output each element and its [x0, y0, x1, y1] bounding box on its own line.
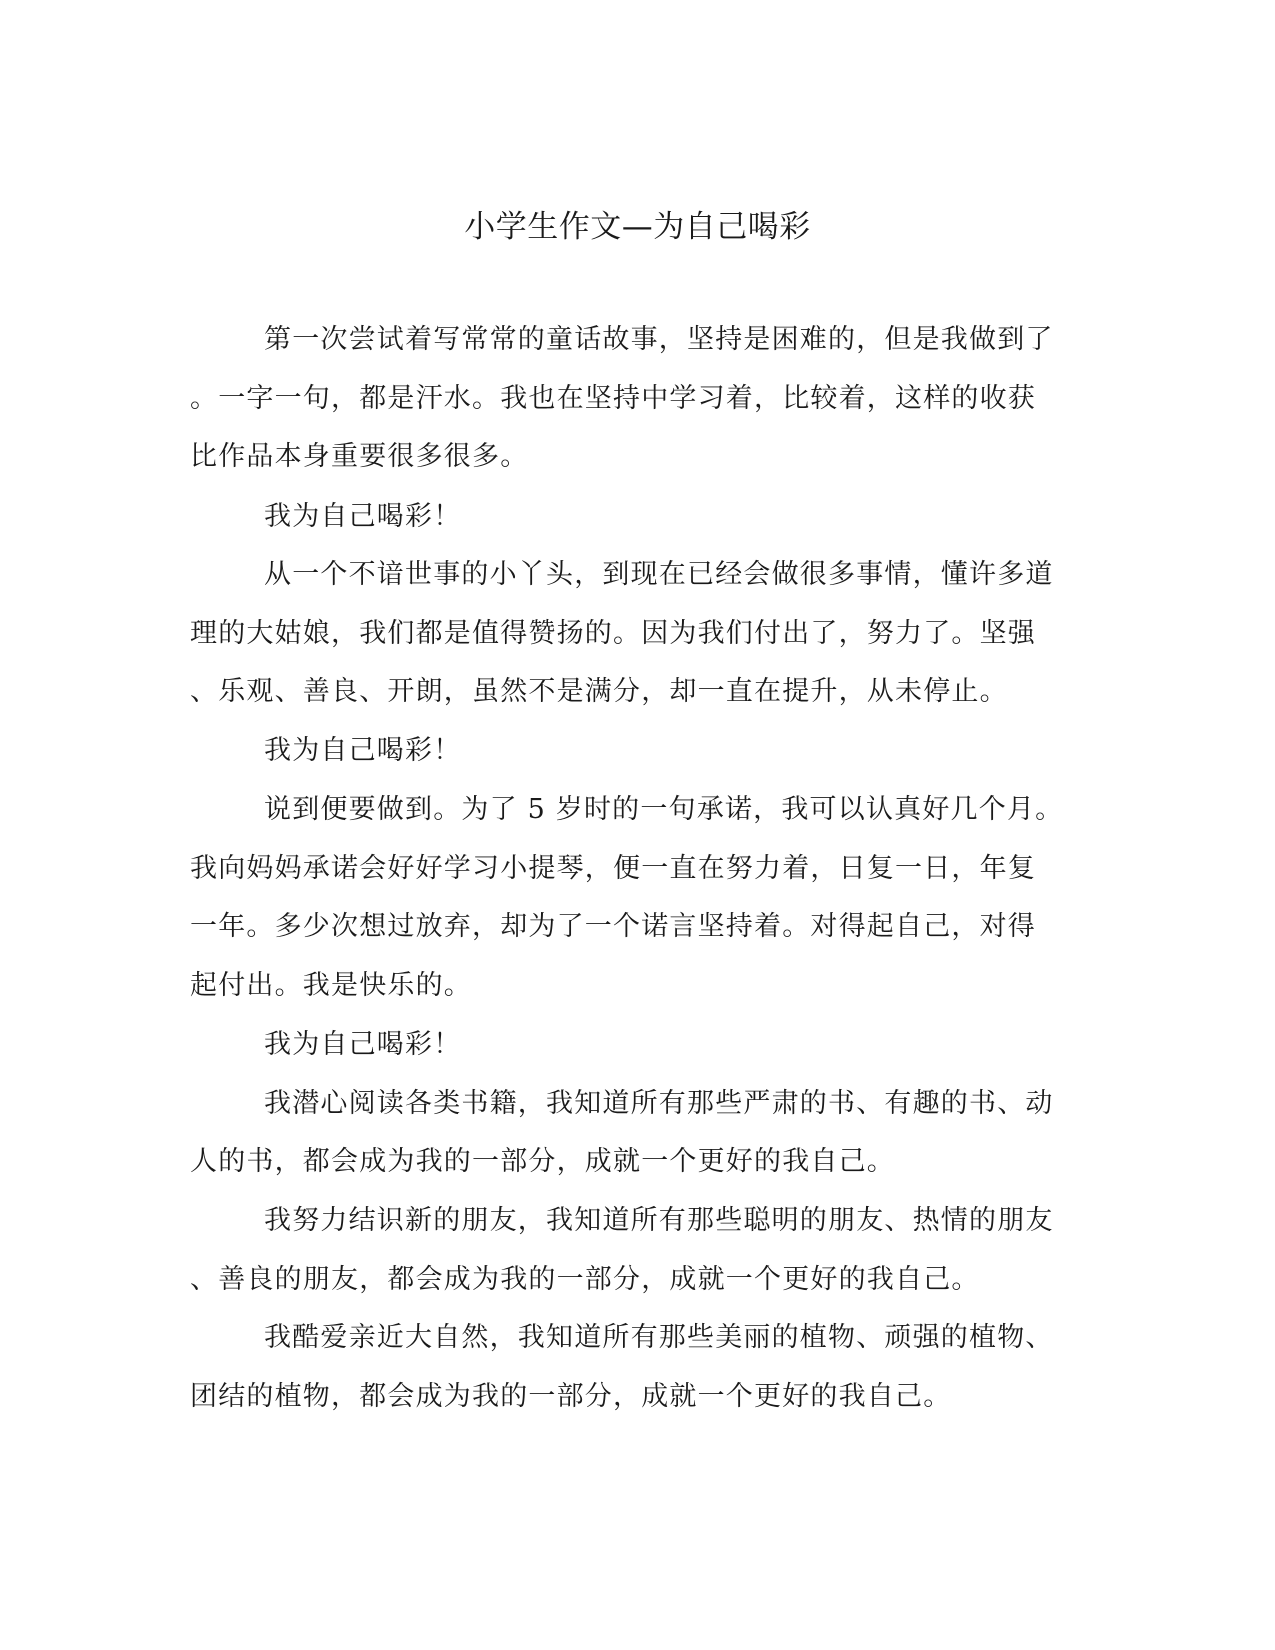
text-line: 我潜心阅读各类书籍，我知道所有那些严肃的书、有趣的书、动: [264, 1088, 1054, 1119]
text-line: 人的书，都会成为我的一部分，成就一个更好的我自己。: [190, 1146, 895, 1177]
text-line: 团结的植物，都会成为我的一部分，成就一个更好的我自己。: [190, 1381, 952, 1412]
text-line: 我酷爱亲近大自然，我知道所有那些美丽的植物、顽强的植物、: [264, 1322, 1054, 1353]
text-line: 从一个不谙世事的小丫头，到现在已经会做很多事情，懂许多道: [264, 559, 1054, 590]
text-line: 。一字一句，都是汗水。我也在坚持中学习着，比较着，这样的收获: [190, 383, 1036, 414]
text-line: 、善良的朋友，都会成为我的一部分，成就一个更好的我自己。: [190, 1264, 980, 1295]
text-line: 我努力结识新的朋友，我知道所有那些聪明的朋友、热情的朋友: [264, 1205, 1054, 1236]
text-line: 我向妈妈承诺会好好学习小提琴，便一直在努力着，日复一日，年复: [190, 853, 1036, 884]
text-line: 一年。多少次想过放弃，却为了一个诺言坚持着。对得起自己，对得: [190, 911, 1036, 942]
cheer-line: 我为自己喝彩！: [264, 501, 462, 532]
document-title: 小学生作文—为自己喝彩: [464, 209, 811, 245]
text-line: 、乐观、善良、开朗，虽然不是满分，却一直在提升，从未停止。: [190, 676, 1008, 707]
cheer-line: 我为自己喝彩！: [264, 735, 462, 766]
text-line: 第一次尝试着写常常的童话故事，坚持是困难的，但是我做到了: [264, 324, 1054, 355]
text-line: 起付出。我是快乐的。: [190, 970, 472, 1001]
text-line: 理的大姑娘，我们都是值得赞扬的。因为我们付出了，努力了。坚强: [190, 618, 1036, 649]
cheer-line: 我为自己喝彩！: [264, 1029, 462, 1060]
text-line: 比作品本身重要很多很多。: [190, 441, 529, 472]
text-line: 说到便要做到。为了 5 岁时的一句承诺，我可以认真好几个月。: [264, 794, 1064, 825]
